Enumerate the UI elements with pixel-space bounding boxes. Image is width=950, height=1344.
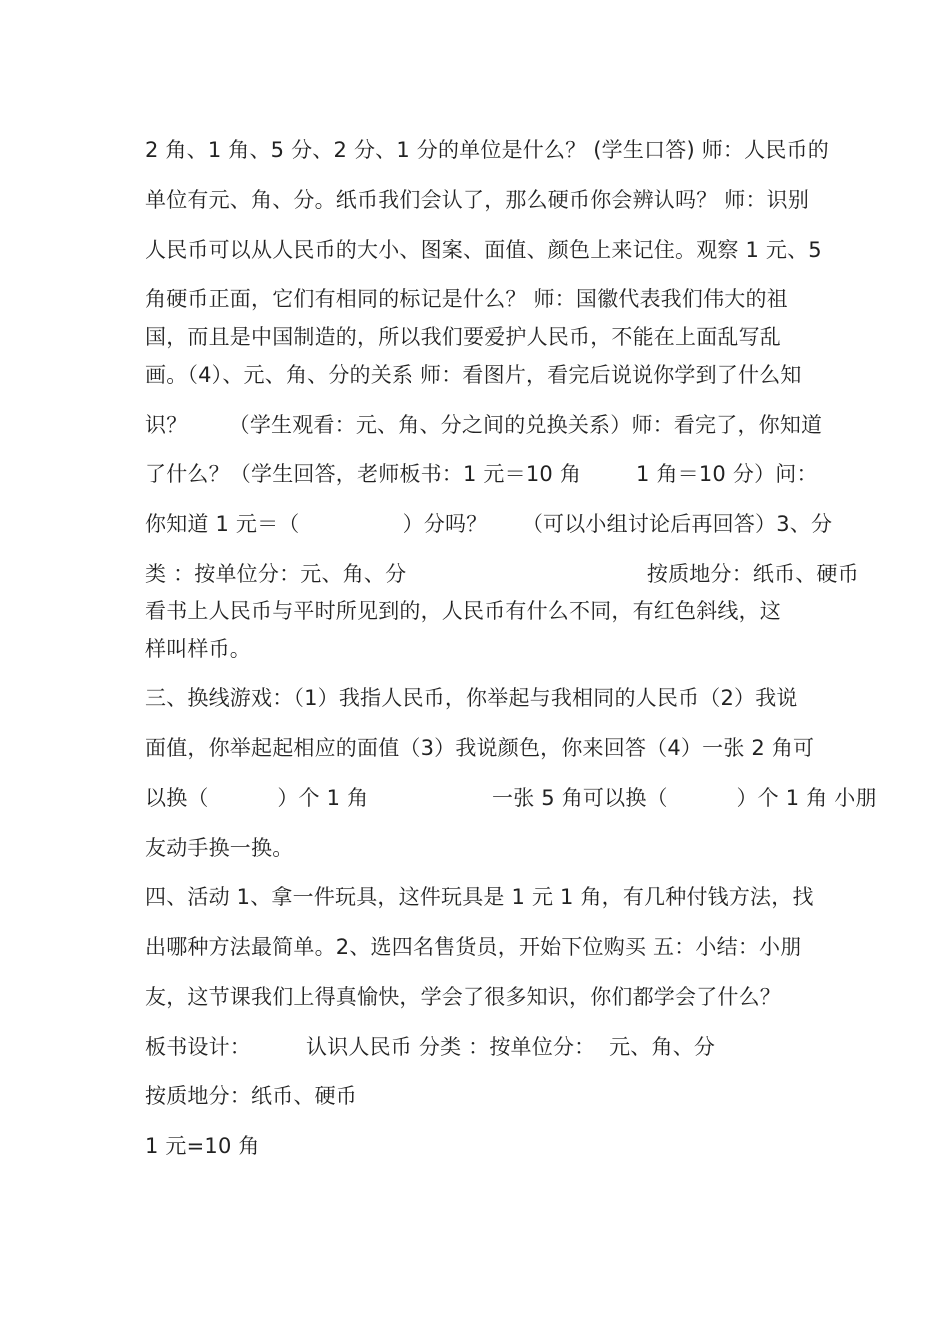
text-line: 友，这节课我们上得真愉快，学会了很多知识，你们都学会了什么？ (145, 985, 781, 1009)
text-line: 样叫样币。 (145, 637, 251, 661)
text-line: 你知道 1 元＝（ ）分吗？ （可以小组讨论后再回答）3、分 (145, 512, 833, 536)
text-line: 画。（4）、元、角、分的关系 师：看图片，看完后说说你学到了什么知 (145, 363, 802, 387)
text-line: 2 角、1 角、5 分、2 分、1 分的单位是什么？ (学生口答) 师：人民币的 (145, 138, 829, 162)
text-line: 出哪种方法最简单。2、选四名售货员，开始下位购买 五：小结：小朋 (145, 935, 802, 959)
text-line: 国，而且是中国制造的，所以我们要爱护人民币，不能在上面乱写乱 (145, 325, 781, 349)
text-line: 了什么？（学生回答，老师板书：1 元＝10 角 1 角＝10 分）问： (145, 462, 818, 486)
text-line: 以换（ ）个 1 角 一张 5 角可以换（ ）个 1 角 小朋 (145, 786, 877, 810)
text-line: 类 ：按单位分：元、角、分 按质地分：纸币、硬币 (145, 562, 859, 586)
text-line: 识？ （学生观看：元、角、分之间的兑换关系）师：看完了，你知道 (145, 413, 823, 437)
text-line: 四、活动 1、拿一件玩具，这件玩具是 1 元 1 角，有几种付钱方法，找 (145, 885, 814, 909)
text-line: 看书上人民币与平时所见到的，人民币有什么不同，有红色斜线，这 (145, 599, 781, 623)
text-line: 单位有元、角、分。纸币我们会认了，那么硬币你会辨认吗？ 师：识别 (145, 188, 810, 212)
text-line: 板书设计： 认识人民币 分类 ：按单位分： 元、角、分 (145, 1035, 716, 1059)
text-line: 1 元=10 角 (145, 1134, 260, 1158)
text-line: 人民币可以从人民币的大小、图案、面值、颜色上来记住。观察 1 元、5 (145, 238, 822, 262)
text-line: 三、换线游戏：（1）我指人民币，你举起与我相同的人民币（2）我说 (145, 686, 798, 710)
text-line: 友动手换一换。 (145, 836, 294, 860)
text-line: 角硬币正面，它们有相同的标记是什么？ 师：国徽代表我们伟大的祖 (145, 287, 788, 311)
text-line: 按质地分：纸币、硬币 (145, 1084, 357, 1108)
text-line: 面值，你举起起相应的面值（3）我说颜色，你来回答（4）一张 2 角可 (145, 736, 815, 760)
